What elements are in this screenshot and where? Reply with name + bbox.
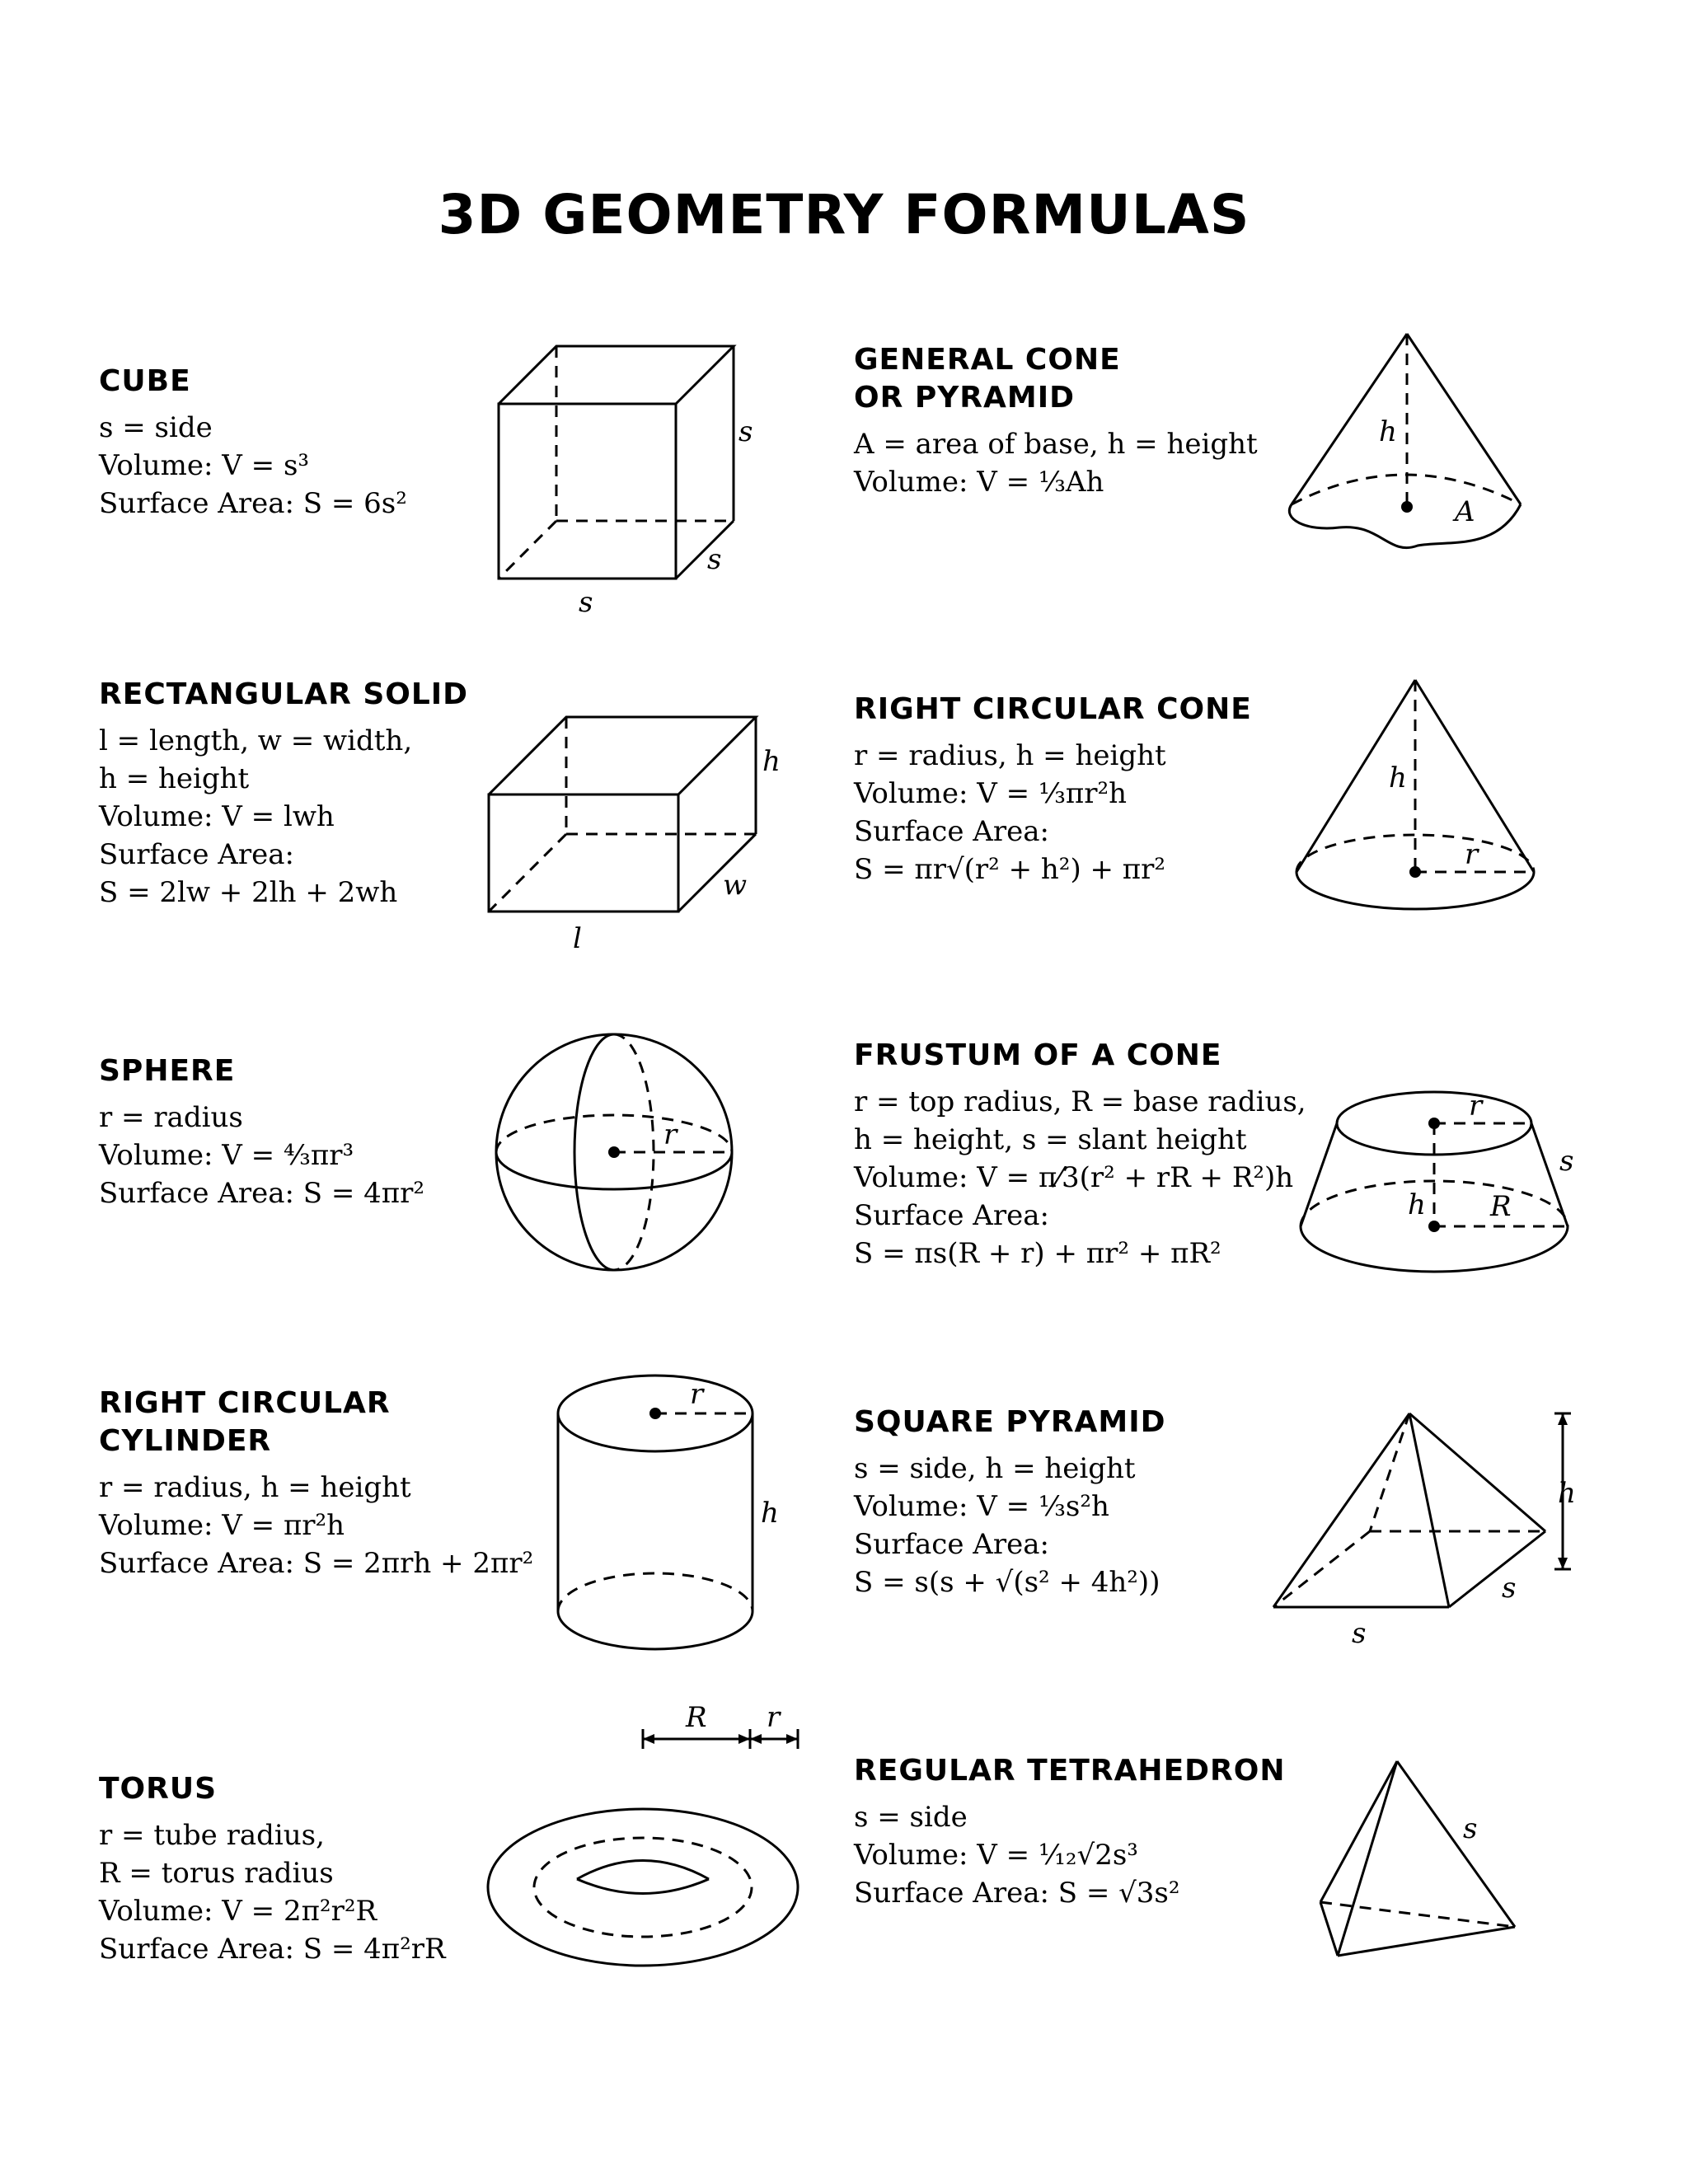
formula-line: Surface Area: [854, 815, 1049, 848]
formula-line: Volume: V = s³ [99, 449, 310, 482]
tetrahedron-entry [854, 1752, 1286, 1912]
formula-line: S = 2lw + 2lh + 2wh [99, 876, 398, 909]
tube-radius-label: r [767, 1701, 781, 1734]
page-title: 3D GEOMETRY FORMULAS [438, 183, 1250, 246]
formula-line: r = radius [99, 1101, 243, 1134]
rectangular-solid-heading: RECTANGULAR SOLID [99, 677, 469, 711]
height-label: h [1379, 415, 1397, 448]
formula-line: Volume: V = πr²h [99, 1509, 345, 1542]
rectangular-solid-entry [99, 676, 468, 912]
sphere-entry [99, 1052, 424, 1212]
height-label: h [1408, 1188, 1426, 1221]
formula-line: S = πs(R + r) + πr² + πR² [854, 1237, 1221, 1270]
formula-line: Volume: V = π⁄3(r² + rR + R²)h [854, 1161, 1294, 1194]
formula-line: Volume: V = ⁴⁄₃πr³ [99, 1139, 354, 1172]
torus-radius-label: R [686, 1701, 707, 1734]
formula-line: S = s(s + √(s² + 4h²)) [854, 1566, 1160, 1599]
formula-line: s = side, h = height [854, 1452, 1136, 1485]
cube-entry [99, 363, 407, 523]
formula-line: h = height [99, 762, 250, 795]
side-label: s [1502, 1572, 1517, 1605]
formula-line: r = radius, h = height [99, 1471, 411, 1504]
square-pyramid-entry [854, 1404, 1166, 1601]
formula-line: r = tube radius, [99, 1819, 325, 1852]
formula-line: S = πr√(r² + h²) + πr² [854, 853, 1166, 886]
cube-diagram [486, 338, 783, 619]
formula-line: h = height, s = slant height [854, 1123, 1247, 1156]
cylinder-entry [99, 1385, 533, 1582]
general-cone-entry [854, 341, 1258, 501]
side-label: s [707, 543, 722, 576]
general-cone-heading: GENERAL CONE OR PYRAMID [854, 343, 1121, 415]
formula-line: l = length, w = width, [99, 724, 413, 757]
formula-line: Volume: V = 2π²r²R [99, 1895, 377, 1928]
formula-line: Surface Area: S = 2πrh + 2πr² [99, 1547, 534, 1580]
height-label: h [761, 1497, 779, 1530]
top-radius-label: r [1469, 1090, 1483, 1122]
formula-line: s = side [854, 1801, 968, 1834]
cube-heading: CUBE [99, 364, 191, 398]
formula-line: Volume: V = lwh [99, 800, 335, 833]
formula-line: Volume: V = ⅓πr²h [854, 777, 1128, 810]
formula-line: Surface Area: [99, 838, 294, 871]
rectangular-solid-diagram [482, 709, 795, 956]
base-radius-label: R [1490, 1190, 1512, 1223]
formula-line: Surface Area: S = 4π²rR [99, 1933, 446, 1966]
right-cone-entry [854, 691, 1252, 888]
formula-line: Surface Area: S = 4πr² [99, 1177, 424, 1210]
radius-label: r [1465, 838, 1479, 871]
square-pyramid-heading: SQUARE PYRAMID [854, 1405, 1166, 1439]
formula-line: Surface Area: S = √3s² [854, 1877, 1180, 1910]
formula-line: Surface Area: S = 6s² [99, 487, 407, 520]
height-label: h [1558, 1477, 1576, 1510]
formula-line: Surface Area: [854, 1199, 1049, 1232]
right-cone-diagram [1290, 676, 1545, 931]
formula-line: A = area of base, h = height [854, 428, 1258, 461]
sphere-heading: SPHERE [99, 1054, 236, 1088]
height-label: h [1389, 762, 1407, 794]
radius-label: r [690, 1378, 704, 1411]
right-cone-heading: RIGHT CIRCULAR CONE [854, 692, 1252, 726]
formula-line: r = top radius, R = base radius, [854, 1085, 1306, 1118]
cylinder-diagram [556, 1372, 804, 1657]
slant-height-label: s [1559, 1145, 1574, 1178]
general-cone-diagram [1282, 330, 1529, 560]
formula-line: R = torus radius [99, 1857, 334, 1890]
formula-line: Volume: V = ⅓s²h [854, 1490, 1109, 1523]
side-label: s [579, 586, 593, 619]
side-label: s [738, 415, 753, 448]
radius-label: r [663, 1118, 678, 1151]
formula-line: s = side [99, 411, 213, 444]
frustum-diagram [1294, 1088, 1582, 1290]
length-label: l [573, 922, 582, 955]
sphere-diagram [495, 1030, 742, 1277]
height-label: h [762, 745, 781, 778]
formula-line: Volume: V = ¹⁄₁₂√2s³ [854, 1839, 1138, 1872]
base-area-label: A [1455, 495, 1475, 528]
width-label: w [723, 869, 748, 902]
formula-line: Volume: V = ⅓Ah [854, 466, 1104, 499]
side-label: s [1463, 1812, 1478, 1845]
torus-heading: TORUS [99, 1772, 218, 1806]
frustum-entry [854, 1037, 1306, 1272]
cylinder-heading: RIGHT CIRCULAR CYLINDER [99, 1386, 391, 1458]
formula-line: r = radius, h = height [854, 739, 1166, 772]
torus-diagram [486, 1702, 816, 1974]
tetrahedron-diagram [1311, 1755, 1525, 1970]
formula-line: Surface Area: [854, 1528, 1049, 1561]
side-label: s [1352, 1617, 1367, 1650]
torus-entry [99, 1770, 446, 1968]
frustum-heading: FRUSTUM OF A CONE [854, 1038, 1222, 1072]
square-pyramid-diagram [1269, 1408, 1582, 1650]
tetrahedron-heading: REGULAR TETRAHEDRON [854, 1754, 1286, 1788]
